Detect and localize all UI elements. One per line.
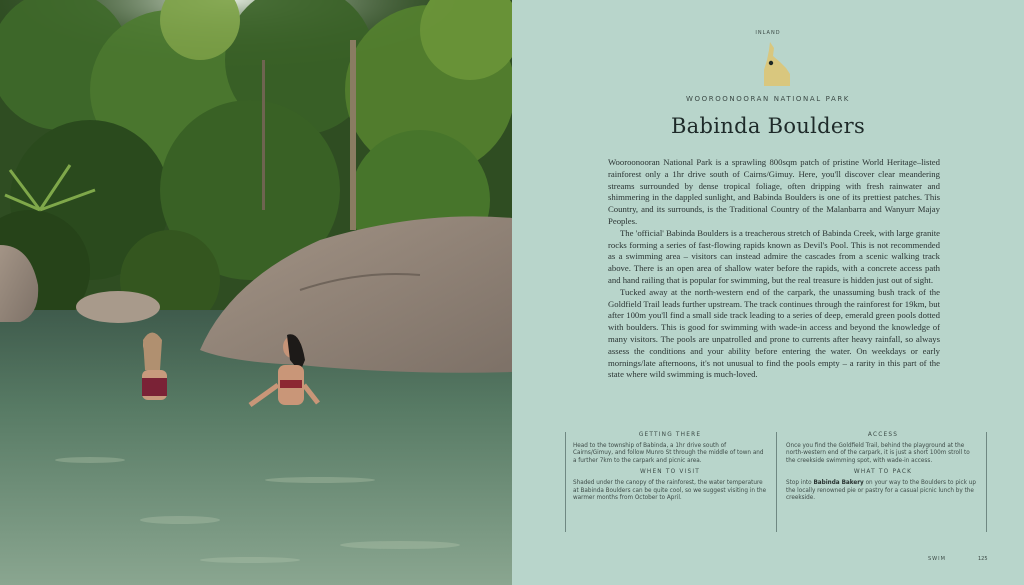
info-column-right	[786, 432, 980, 507]
when-to-visit-text: Shaded under the canopy of the rainforest, the water temperature at Babinda Boulders can be quite cool, so we suggest visiting in the warmer months from October to April.	[573, 479, 767, 502]
article-page	[512, 0, 1024, 585]
region-label: INLAND	[755, 30, 781, 36]
queensland-map-icon	[760, 40, 792, 88]
divider	[986, 432, 987, 532]
access-text: Once you find the Goldfield Trail, behind the playground at the north-western end of the carpark, it is just a short 100m stroll to the creekside swimming spot, with wade-in access.	[786, 442, 970, 464]
what-to-pack-heading: WHAT TO PACK	[853, 469, 913, 476]
when-to-visit-heading: WHEN TO VISIT	[639, 469, 701, 476]
article-body	[608, 157, 940, 381]
park-name: WOOROONOORAN NATIONAL PARK	[685, 95, 850, 103]
section-label: SWIM	[928, 556, 946, 562]
paragraph: Tucked away at the north-western end of the carpark, the unassuming bush track of the Goldfield Trail leads further upstream. The track continues through the rainforest for 19km, but after 100m you'll find a small side track leading to a series of deep, emerald green pools dotted with boulders. This is good for swimming with wade-in access and beyond the knowledge of many visitors. The pools are unpatrolled and prone to currents after heavy rainfall, so always assess the conditions and your ability before entering the water. On weekdays or early mornings/late afternoons, it's not unusual to find the pools empty – a rarity in this part of the state where wild swimming is much-loved.	[608, 286, 940, 380]
paragraph: The 'official' Babinda Boulders is a treacherous stretch of Babinda Creek, with large granite rocks forming a series of fast-flowing rapids known as Devil's Pool. This is not recommended as a swimming area – visitors can instead admire the cascades from a scenic walking track above. There is an open area of shallow water before the rapids, with a concrete access path and hand railing that is popular for swimming, but the real treasure is hidden just out of sight.	[608, 227, 940, 285]
paragraph: Wooroonooran National Park is a sprawling 800sqm patch of pristine World Heritage–listed rainforest only a 1hr drive south of Cairns/Gimuy. Here, you'll discover clear meandering streams surrounded by dense tropical foliage, often dripping with fresh rainwater and shimmering in the dappled sunlight, and Babinda Boulders is one of its prettiest patches. This Country, and its surrounds, is the Traditional Country of the Malanbarra and Wanyurr Majay Peoples.	[608, 157, 940, 226]
info-box	[565, 432, 987, 532]
info-column-left	[573, 432, 767, 507]
divider	[776, 432, 777, 532]
getting-there-text: Head to the township of Babinda, a 1hr drive south of Cairns/Gimuy, and follow Munro St through the middle of town and a further 7km to the carpark and picnic area.	[573, 442, 764, 464]
page-title: Babinda Boulders	[670, 114, 866, 138]
page-number: 125	[978, 556, 988, 562]
divider	[565, 432, 566, 532]
access-heading: ACCESS	[867, 432, 899, 438]
bakery-name: Babinda Bakery	[813, 479, 864, 486]
what-to-pack-text: Stop into Babinda Bakery on your way to the Boulders to pick up the locally renowned pie or pastry for a casual picnic lunch by the creekside.	[786, 479, 976, 502]
getting-there-heading: GETTING THERE	[638, 432, 702, 438]
